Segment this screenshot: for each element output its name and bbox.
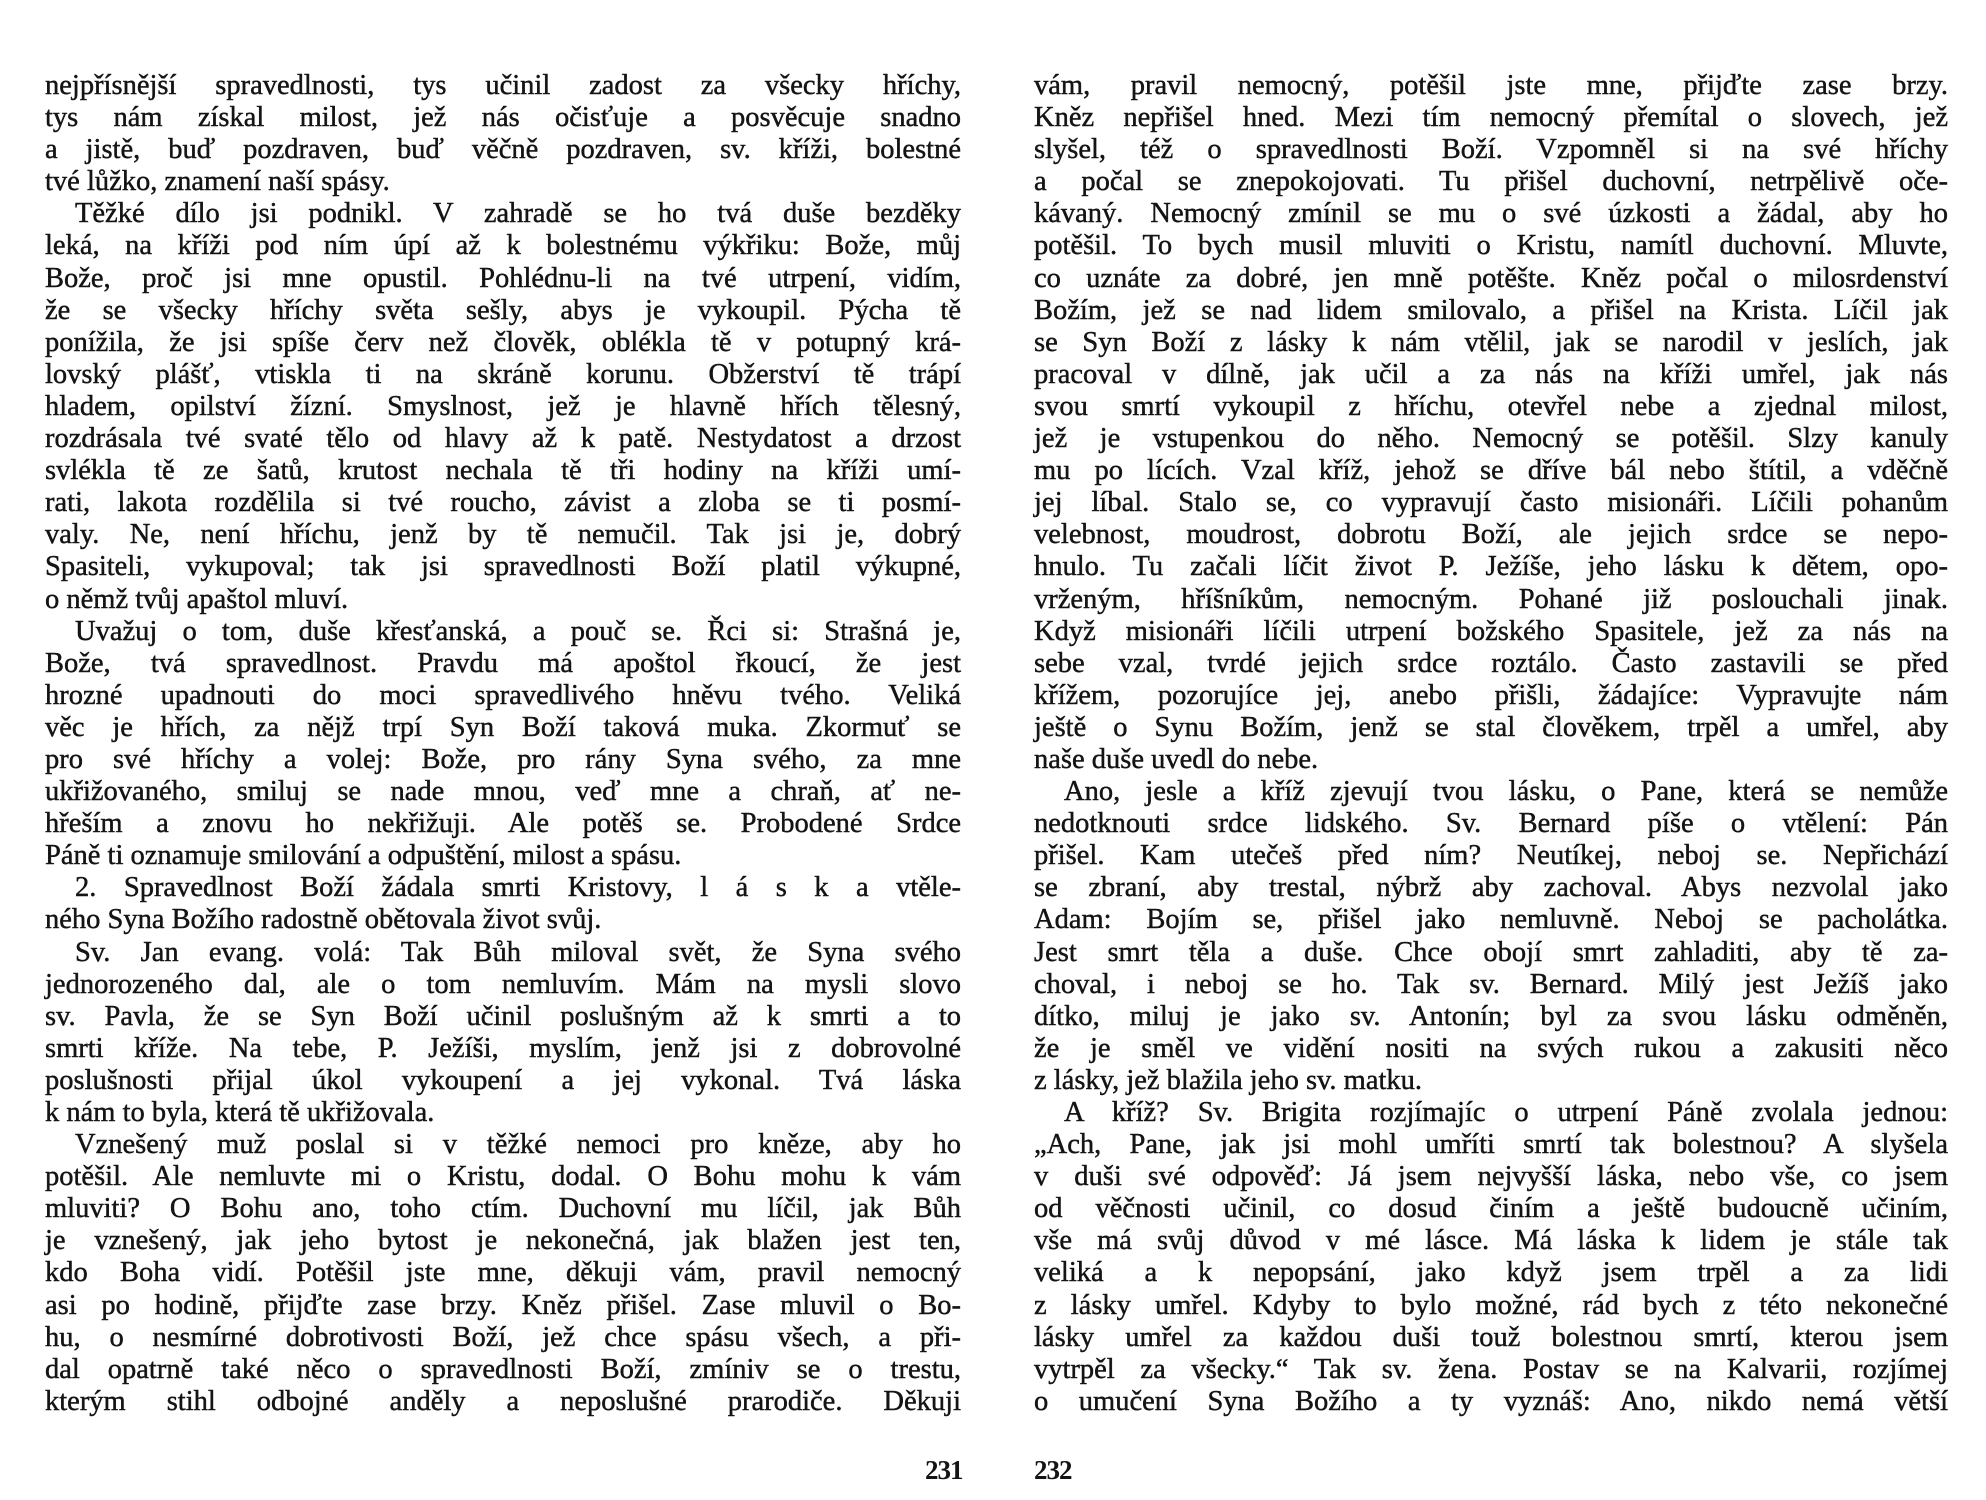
text-line: kterým stihl odbojné anděly a neposlušné prarodiče. Děkuji [45, 1385, 961, 1417]
text-line: k nám to byla, která tě ukřižovala. [45, 1097, 435, 1128]
text-line: o němž tvůj apaštol mluví. [45, 583, 349, 615]
text-line: A kříž? Sv. Brigita rozjímajíc o utrpení Páně zvolala jednou: [1064, 1097, 1948, 1128]
text-line: nedotknouti srdce lidského. Sv. Bernard píše o vtělení: Pán [1034, 808, 1948, 840]
text-line: je vznešený, jak jeho bytost je nekonečná, jak blažen jest ten, [45, 1225, 961, 1257]
text-line: kávaný. Nemocný zmínil se mu o své úzkosti a žádal, aby ho [1034, 198, 1948, 230]
text-line: ného Syna Božího radostně obětovala život svůj. [45, 904, 602, 936]
text-line: mu po lících. Vzal kříž, jehož se dříve bál nebo štítil, a vděčně [1034, 455, 1948, 487]
text-line: vrženým, hříšníkům, nemocným. Pohané již poslouchali jinak. [1034, 583, 1948, 615]
text-line: Kněz nepřišel hned. Mezi tím nemocný přemítal o slovech, jež [1034, 102, 1948, 134]
text-line: leká, na kříži pod ním úpí až k bolestnému výkřiku: Bože, můj [45, 230, 961, 262]
text-line: lovský plášť, vtiskla ti na skráně korunu. Obžerství tě trápí [45, 358, 961, 390]
text-line: křížem, pozorujíce jej, anebo přišli, žádajíce: Vypravujte nám [1034, 679, 1948, 711]
text-line: Páně ti oznamuje smilování a odpuštění, milost a spásu. [45, 840, 682, 872]
text-line: rati, lakota rozdělila si tvé roucho, závist a zloba se ti posmí- [45, 487, 961, 519]
text-line: že se všecky hříchy světa sešly, abys je vykoupil. Pýcha tě [45, 294, 961, 326]
text-line: přišel. Kam utečeš před ním? Neutíkej, neboj se. Nepřichází [1034, 840, 1948, 872]
text-line: choval, i neboj se ho. Tak sv. Bernard. Milý jest Ježíš jako [1034, 968, 1948, 1000]
text-line: smrti kříže. Na tebe, P. Ježíši, myslím, jenž jsi z dobrovolné [45, 1032, 961, 1064]
text-line: potěšil. Ale nemluvte mi o Kristu, dodal. O Bohu mohu k vám [45, 1161, 961, 1193]
text-line: Adam: Bojím se, přišel jako nemluvně. Neboj se pacholátka. [1034, 904, 1948, 936]
left-page-text-column [45, 70, 961, 1418]
text-line: se zbraní, aby trestal, nýbrž aby zachoval. Abys nezvolal jako [1034, 872, 1948, 904]
text-line: Bože, tvá spravedlnost. Pravdu má apoštol řkoucí, že jest [45, 647, 961, 679]
right-page-number: 232 [1034, 1455, 1072, 1485]
text-line: mluviti? O Bohu ano, toho ctím. Duchovní mu líčil, jak Bůh [45, 1193, 961, 1225]
text-line: sebe vzal, tvrdé jejich srdce roztálo. Často zastavili se před [1034, 647, 1948, 679]
text-line: naše duše uvedl do nebe. [1034, 743, 1319, 775]
right-page-text-column [1034, 70, 1948, 1418]
text-line: jej líbal. Stalo se, co vypravují často misionáři. Líčili pohanům [1034, 487, 1948, 519]
text-line: vytrpěl za všecky.“ Tak sv. žena. Postav se na Kalvarii, rozjímej [1034, 1353, 1948, 1385]
text-line: z lásky umřel. Kdyby to bylo možné, rád bych z této nekonečné [1034, 1289, 1948, 1321]
text-line: slyšel, též o spravedlnosti Boží. Vzpomněl si na své hříchy [1034, 134, 1948, 166]
text-line: vše má svůj důvod v mé lásce. Má láska k lidem je stále tak [1034, 1225, 1948, 1257]
text-line: věc je hřích, za nějž trpí Syn Boží taková muka. Zkormuť se [45, 711, 961, 743]
text-line: svou smrtí vykoupil z hříchu, otevřel nebe a zjednal milost, [1034, 390, 1948, 422]
text-line: Bože, proč jsi mne opustil. Pohlédnu-li na tvé utrpení, vidím, [45, 262, 961, 294]
text-line: pro své hříchy a volej: Bože, pro rány Syna svého, za mne [45, 743, 961, 775]
text-line: v duši své odpověď: Já jsem nejvyšší láska, nebo vše, co jsem [1034, 1161, 1948, 1193]
text-line: potěšil. To bych musil mluviti o Kristu, namítl duchovní. Mluvte, [1034, 230, 1948, 262]
text-line: Ano, jesle a kříž zjevují tvou lásku, o Pane, která se nemůže [1064, 776, 1948, 808]
text-line: valy. Ne, není hříchu, jenž by tě nemučil. Tak jsi je, dobrý [45, 519, 961, 551]
text-line: veliká a k nepopsání, jako když jsem trpěl a za lidi [1034, 1257, 1948, 1289]
text-line: Spasiteli, vykupoval; tak jsi spravedlnosti Boží platil výkupné, [45, 551, 961, 583]
text-line: o umučení Syna Božího a ty vyznáš: Ano, nikdo nemá větší [1034, 1385, 1948, 1417]
text-line: Těžké dílo jsi podnikl. V zahradě se ho tvá duše bezděky [75, 198, 961, 230]
text-line: a jistě, buď pozdraven, buď věčně pozdraven, sv. kříži, bolestné [45, 134, 961, 166]
text-line: sv. Pavla, že se Syn Boží učinil poslušným až k smrti a to [45, 1000, 961, 1032]
text-line: hnulo. Tu začali líčit život P. Ježíše, jeho lásku k dětem, opo- [1034, 551, 1948, 583]
text-line: Sv. Jan evang. volá: Tak Bůh miloval svět, že Syna svého [75, 936, 961, 968]
text-line: Když misionáři líčili utrpení božského Spasitele, jež za nás na [1034, 615, 1948, 647]
text-line: ukřižovaného, smiluj se nade mnou, veď mne a chraň, ať ne- [45, 776, 961, 808]
text-line: rozdrásala tvé svaté tělo od hlavy až k patě. Nestydatost a drzost [45, 423, 961, 455]
text-line: dal opatrně také něco o spravedlnosti Boží, zmíniv se o trestu, [45, 1353, 961, 1385]
text-line: poslušnosti přijal úkol vykoupení a jej vykonal. Tvá láska [45, 1064, 961, 1096]
text-line: tys nám získal milost, jež nás očisťuje a posvěcuje snadno [45, 102, 961, 134]
text-line: tvé lůžko, znamení naší spásy. [45, 166, 390, 198]
text-line: nejpřísnější spravedlnosti, tys učinil zadost za všecky hříchy, [45, 70, 961, 101]
text-line: asi po hodině, přijďte zase brzy. Kněz přišel. Zase mluvil o Bo- [45, 1289, 961, 1321]
text-line: hrozné upadnouti do moci spravedlivého hněvu tvého. Veliká [45, 679, 961, 711]
text-line: se Syn Boží z lásky k nám vtělil, jak se narodil v jeslích, jak [1034, 326, 1948, 358]
text-line: a počal se znepokojovati. Tu přišel duchovní, netrpělivě oče- [1034, 166, 1948, 198]
text-line: ještě o Synu Božím, jenž se stal člověkem, trpěl a umřel, aby [1034, 711, 1948, 743]
text-line: jež je vstupenkou do něho. Nemocný se potěšil. Slzy kanuly [1034, 423, 1948, 455]
left-page-number: 231 [925, 1455, 963, 1485]
text-line: „Ach, Pane, jak jsi mohl umříti smrtí tak bolestnou? A slyšela [1034, 1129, 1948, 1161]
text-line: vám, pravil nemocný, potěšil jste mne, přijďte zase brzy. [1034, 70, 1948, 101]
text-line: Jest smrt těla a duše. Chce obojí smrt zahladiti, aby tě za- [1034, 936, 1948, 968]
text-line: od věčnosti učinil, co dosud činím a ještě budoucně učiním, [1034, 1193, 1948, 1225]
text-line: hřeším a znovu ho nekřižuji. Ale potěš se. Probodené Srdce [45, 808, 961, 840]
text-line: dítko, miluj je jako sv. Antonín; byl za svou lásku odměněn, [1034, 1000, 1948, 1032]
text-line: Vznešený muž poslal si v těžké nemoci pro kněze, aby ho [75, 1129, 961, 1161]
text-line: ponížila, že jsi spíše červ než člověk, oblékla tě v potupný krá- [45, 326, 961, 358]
text-line: svlékla tě ze šatů, krutost nechala tě tři hodiny na kříži umí- [45, 455, 961, 487]
text-line: Božím, jež se nad lidem smilovalo, a přišel na Krista. Líčil jak [1034, 294, 1948, 326]
text-line: co uznáte za dobré, jen mně potěšte. Kněz počal o milosrdenství [1034, 262, 1948, 294]
text-line: kdo Boha vidí. Potěšil jste mne, děkuji vám, pravil nemocný [45, 1257, 961, 1289]
text-line: 2. Spravedlnost Boží žádala smrti Kristovy, l á s k a vtěle- [75, 872, 961, 904]
text-line: že je směl ve vidění nositi na svých rukou a zakusiti něco [1034, 1032, 1948, 1064]
text-line: velebnost, moudrost, dobrotu Boží, ale jejich srdce se nepo- [1034, 519, 1948, 551]
text-line: Uvažuj o tom, duše křesťanská, a pouč se. Řci si: Strašná je, [75, 615, 961, 647]
text-line: z lásky, jež blažila jeho sv. matku. [1034, 1064, 1423, 1096]
text-line: pracoval v dílně, jak učil a za nás na kříži umřel, jak nás [1034, 358, 1948, 390]
text-line: jednorozeného dal, ale o tom nemluvím. Mám na mysli slovo [45, 968, 961, 1000]
text-line: hladem, opilství žízní. Smyslnost, jež je hlavně hřích tělesný, [45, 390, 961, 422]
text-line: hu, o nesmírné dobrotivosti Boží, jež chce spásu všech, a při- [45, 1321, 961, 1353]
text-line: lásky umřel za každou duši touž bolestnou smrtí, kterou jsem [1034, 1321, 1948, 1353]
